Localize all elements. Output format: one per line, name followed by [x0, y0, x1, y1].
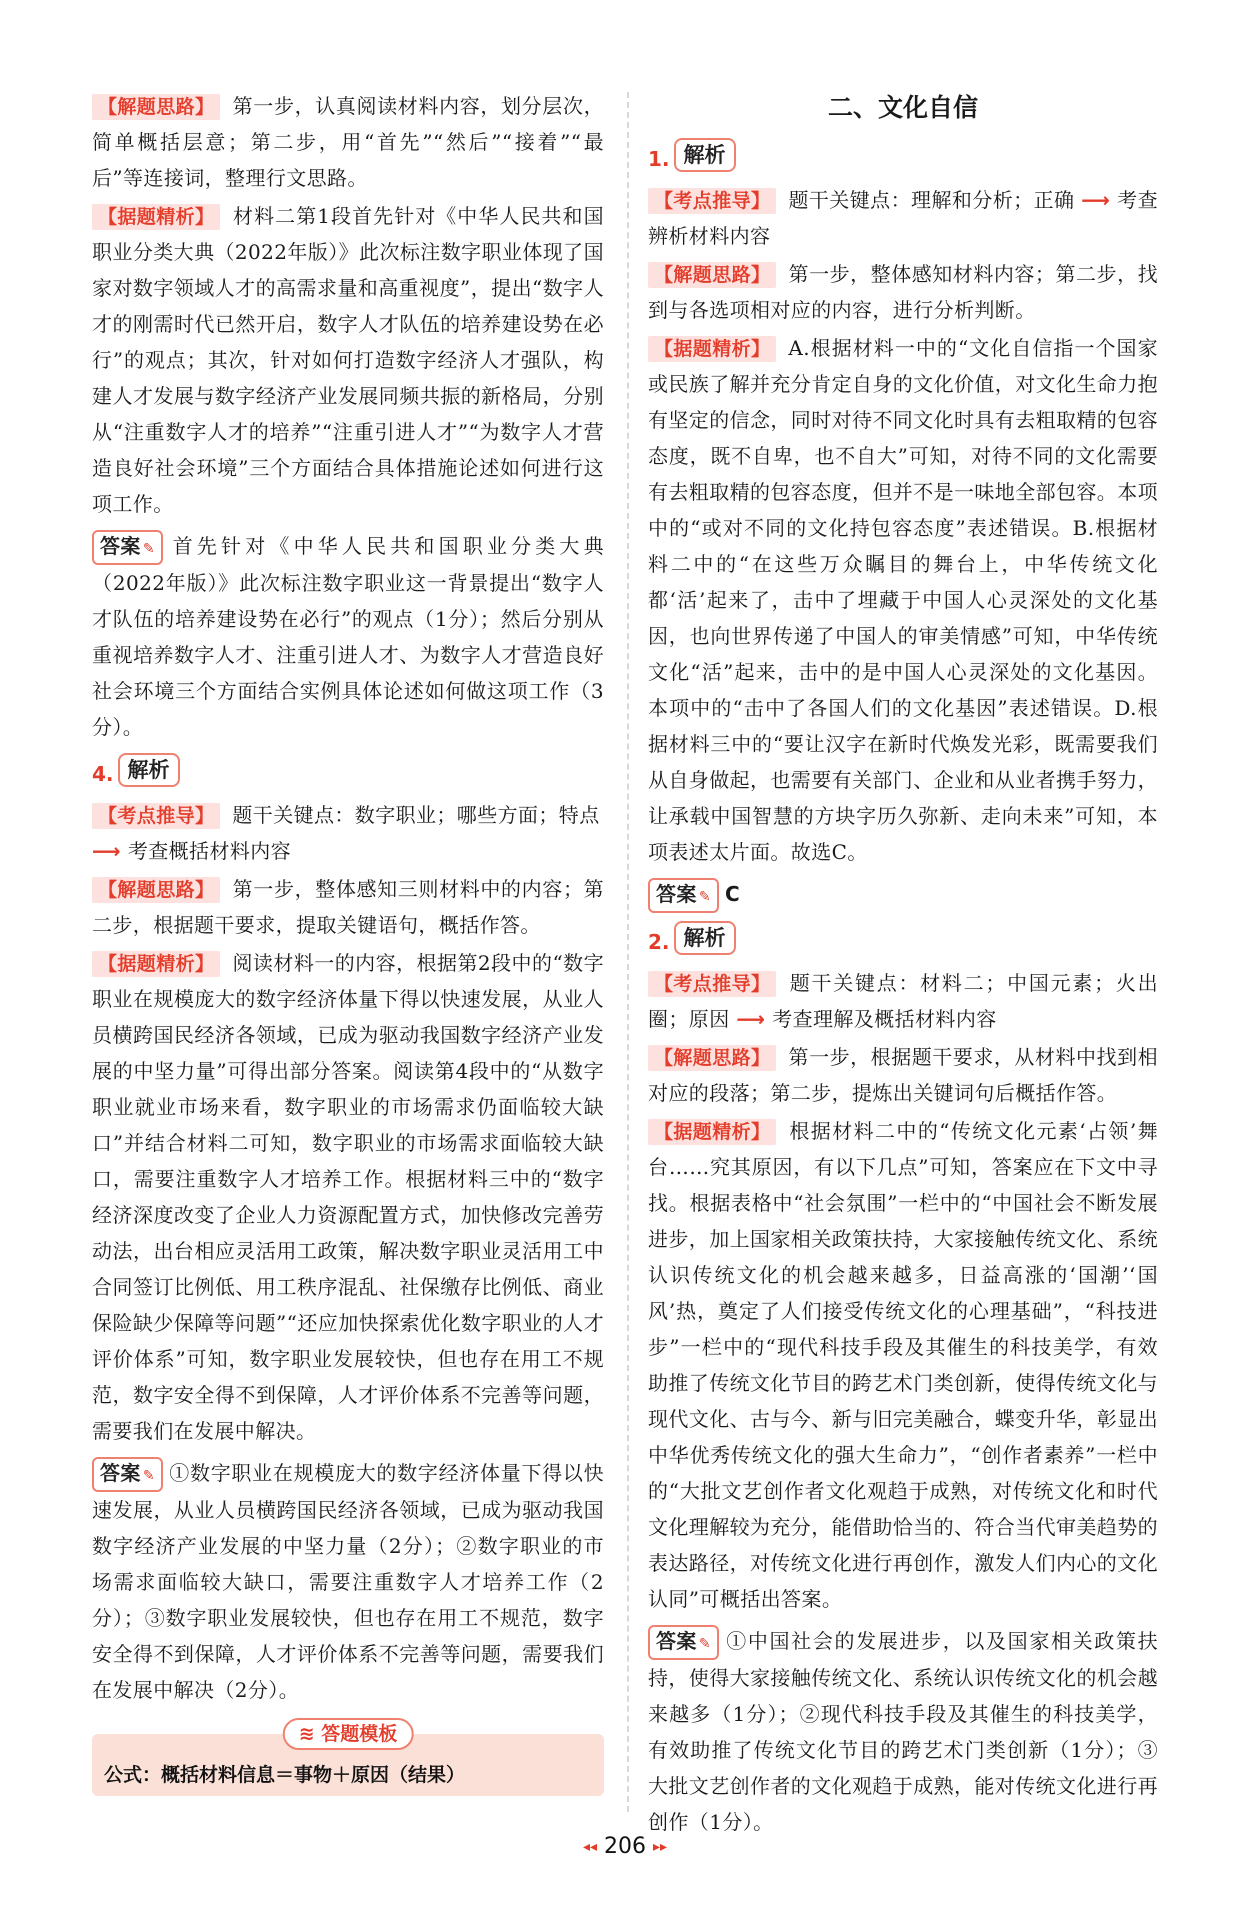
next-arrow-icon: ▸▸	[653, 1839, 668, 1855]
jiexi-badge: 解析	[674, 138, 736, 172]
answer-paragraph: 答案 ✎ ①中国社会的发展进步，以及国家相关政策扶持，使得大家接触传统文化、系统认识传统文化的机会越来越多（1分）；②现代科技手段及其催生的科技美学，有效助推了传统文化节目的跨艺术门类创新（1分）；③大批文艺创作者的文化观趋于成熟，能对传统文化进行再创作（1分）。	[648, 1623, 1158, 1840]
approach-paragraph: 【解题思路】 第一步，认真阅读材料内容，划分层次，简单概括层意；第二步，用“首先”“然后”“接着”“最后”等连接词，整理行文思路。	[92, 94, 604, 190]
analysis-tag: 【据题精析】	[648, 1119, 776, 1145]
approach-tag: 【解题思路】	[92, 94, 220, 120]
points-paragraph: 【考点推导】 题干关键点：数字职业；哪些方面；特点 ⟶ 考查概括材料内容	[92, 803, 600, 863]
answer-value: C	[724, 882, 741, 906]
answer-tag: 答案 ✎	[648, 878, 719, 913]
question-4-header	[92, 753, 604, 787]
layers-icon: ≋	[298, 1723, 315, 1745]
points-paragraph: 【考点推导】 题干关键点：材料二；中国元素；火出圈；原因 ⟶ 考查理解及概括材料内容	[648, 971, 1158, 1031]
approach-tag: 【解题思路】	[648, 262, 776, 288]
analysis-tag: 【据题精析】	[92, 204, 220, 230]
points-tag: 【考点推导】	[92, 803, 220, 829]
answer-template-box	[92, 1723, 604, 1796]
question-1-header	[648, 138, 1158, 172]
question-2-header	[648, 921, 1158, 955]
approach-paragraph: 【解题思路】 第一步，根据题干要求，从材料中找到相对应的段落；第二步，提炼出关键词句后概括作答。	[648, 1045, 1158, 1105]
answer-paragraph: 答案 ✎ ①数字职业在规模庞大的数字经济体量下得以快速发展，从业人员横跨国民经济各领域，已成为驱动我国数字经济产业发展的中坚力量（2分）；②数字职业的市场需求面临较大缺口，需要注重数字人才培养工作（2分）；③数字职业发展较快，但也存在用工不规范，数字安全得不到保障，人才评价体系不完善等问题，需要我们在发展中解决（2分）。	[92, 1455, 604, 1708]
question-number: 2.	[648, 930, 670, 954]
page-number: ◂◂ 206 ▸▸	[582, 1834, 668, 1859]
answer-paragraph: 答案 ✎ 首先针对《中华人民共和国职业分类大典（2022年版）》此次标注数字职业这一背景提出“数字人才队伍的培养建设势在必行”的观点（1分）；然后分别从重视培养数字人才、注重引进人才、为数字人才营造良好社会环境三个方面结合实例具体论述如何做这项工作（3分）。	[92, 528, 604, 745]
pencil-icon: ✎	[142, 1468, 155, 1484]
left-column	[92, 88, 604, 1796]
pencil-icon: ✎	[698, 889, 711, 905]
jiexi-badge: 解析	[118, 753, 180, 787]
points-tag: 【考点推导】	[648, 188, 776, 214]
column-divider	[627, 92, 629, 1812]
arrow-icon: ⟶	[736, 1007, 766, 1031]
answer-paragraph	[648, 876, 1158, 913]
analysis-paragraph: 【据题精析】 材料二第1段首先针对《中华人民共和国职业分类大典（2022年版）》此次标注数字职业体现了国家对数字领域人才的高需求量和高重视度”，提出“数字人才的刚需时代已然开启，数字人才队伍的培养建设势在必行”的观点；其次，针对如何打造数字经济人才强队，构建人才发展与数字经济产业发展同频共振的新格局，分别从“注重数字人才的培养”“注重引进人才”“为数字人才营造良好社会环境”三个方面结合具体措施论述如何进行这项工作。	[92, 204, 604, 516]
analysis-tag: 【据题精析】	[648, 336, 776, 362]
analysis-tag: 【据题精析】	[92, 951, 220, 977]
arrow-icon: ⟶	[92, 839, 122, 863]
analysis-paragraph: 【据题精析】 阅读材料一的内容，根据第2段中的“数字职业在规模庞大的数字经济体量下得以快速发展，从业人员横跨国民经济各领域，已成为驱动我国数字经济产业发展的中坚力量”可得出部分答案。阅读第4段中的“从数字职业就业市场来看，数字职业的市场需求仍面临较大缺口”并结合材料二可知，数字职业的市场需求面临较大缺口，需要注重数字人才培养工作。根据材料三中的“数字经济深度改变了企业人力资源配置方式，加快修改完善劳动法，出台相应灵活用工政策，解决数字职业灵活用工中合同签订比例低、用工秩序混乱、社保缴存比例低、商业保险缺少保障等问题”“还应加快探索优化数字职业的人才评价体系”可知，数字职业发展较快，但也存在用工不规范，数字安全得不到保障，人才评价体系不完善等问题，需要我们在发展中解决。	[92, 951, 604, 1443]
arrow-icon: ⟶	[1081, 188, 1111, 212]
template-formula: 公式：概括材料信息＝事物＋原因（结果）	[104, 1764, 466, 1786]
prev-arrow-icon: ◂◂	[582, 1839, 597, 1855]
answer-tag: 答案 ✎	[92, 530, 163, 565]
question-number: 1.	[648, 147, 670, 171]
jiexi-badge: 解析	[674, 921, 736, 955]
answer-tag: 答案 ✎	[92, 1457, 163, 1492]
points-tag: 【考点推导】	[648, 971, 776, 997]
section-title: 二、文化自信	[827, 93, 978, 122]
approach-tag: 【解题思路】	[648, 1045, 776, 1071]
right-column	[648, 88, 1158, 1842]
approach-paragraph: 【解题思路】 第一步，整体感知三则材料中的内容；第二步，根据题干要求，提取关键语句，概括作答。	[92, 877, 604, 937]
template-label: ≋ 答题模板	[283, 1718, 414, 1750]
pencil-icon: ✎	[698, 1636, 711, 1652]
answer-tag: 答案 ✎	[648, 1625, 719, 1660]
approach-tag: 【解题思路】	[92, 877, 220, 903]
question-number: 4.	[92, 762, 114, 786]
approach-paragraph: 【解题思路】 第一步，整体感知材料内容；第二步，找到与各选项相对应的内容，进行分析判断。	[648, 262, 1158, 322]
analysis-paragraph: 【据题精析】 A.根据材料一中的“文化自信指一个国家或民族了解并充分肯定自身的文化价值，对文化生命力抱有坚定的信念，同时对待不同文化时具有去粗取精的包容态度，既不自卑，也不自大”可知，对待不同的文化需要有去粗取精的包容态度，但并不是一味地全部包容。本项中的“或对不同的文化持包容态度”表述错误。B.根据材料二中的“在这些万众瞩目的舞台上，中华传统文化都‘活’起来了，击中了埋藏于中国人心灵深处的文化基因，也向世界传递了中国人的审美情感”可知，中华传统文化“活”起来，击中的是中国人心灵深处的文化基因。本项中的“击中了各国人们的文化基因”表述错误。D.根据材料三中的“要让汉字在新时代焕发光彩，既需要我们从自身做起，也需要有关部门、企业和从业者携手努力，让承载中国智慧的方块字历久弥新、走向未来”可知，本项表述太片面。故选C。	[648, 336, 1158, 864]
points-paragraph: 【考点推导】 题干关键点：理解和分析；正确 ⟶ 考查辨析材料内容	[648, 188, 1158, 248]
analysis-paragraph: 【据题精析】 根据材料二中的“传统文化元素‘占领’舞台……究其原因，有以下几点”可知，答案应在下文中寻找。根据表格中“社会氛围”一栏中的“中国社会不断发展进步，加上国家相关政策扶持，大家接触传统文化、系统认识传统文化的机会越来越多，日益高涨的‘国潮’‘国风’热，奠定了人们接受传统文化的心理基础”，“科技进步”一栏中的“现代科技手段及其催生的科技美学，有效助推了传统文化节目的跨艺术门类创新，使得传统文化与现代文化、古与今、新与旧完美融合，蝶变升华，彰显出中华优秀传统文化的强大生命力”，“创作者素养”一栏中的“大批文艺创作者文化观趋于成熟，对传统文化和时代文化理解较为充分，能借助恰当的、符合当代审美趋势的表达路径，对传统文化进行再创作，激发人们内心的文化认同”可概括出答案。	[648, 1119, 1158, 1611]
pencil-icon: ✎	[142, 541, 155, 557]
